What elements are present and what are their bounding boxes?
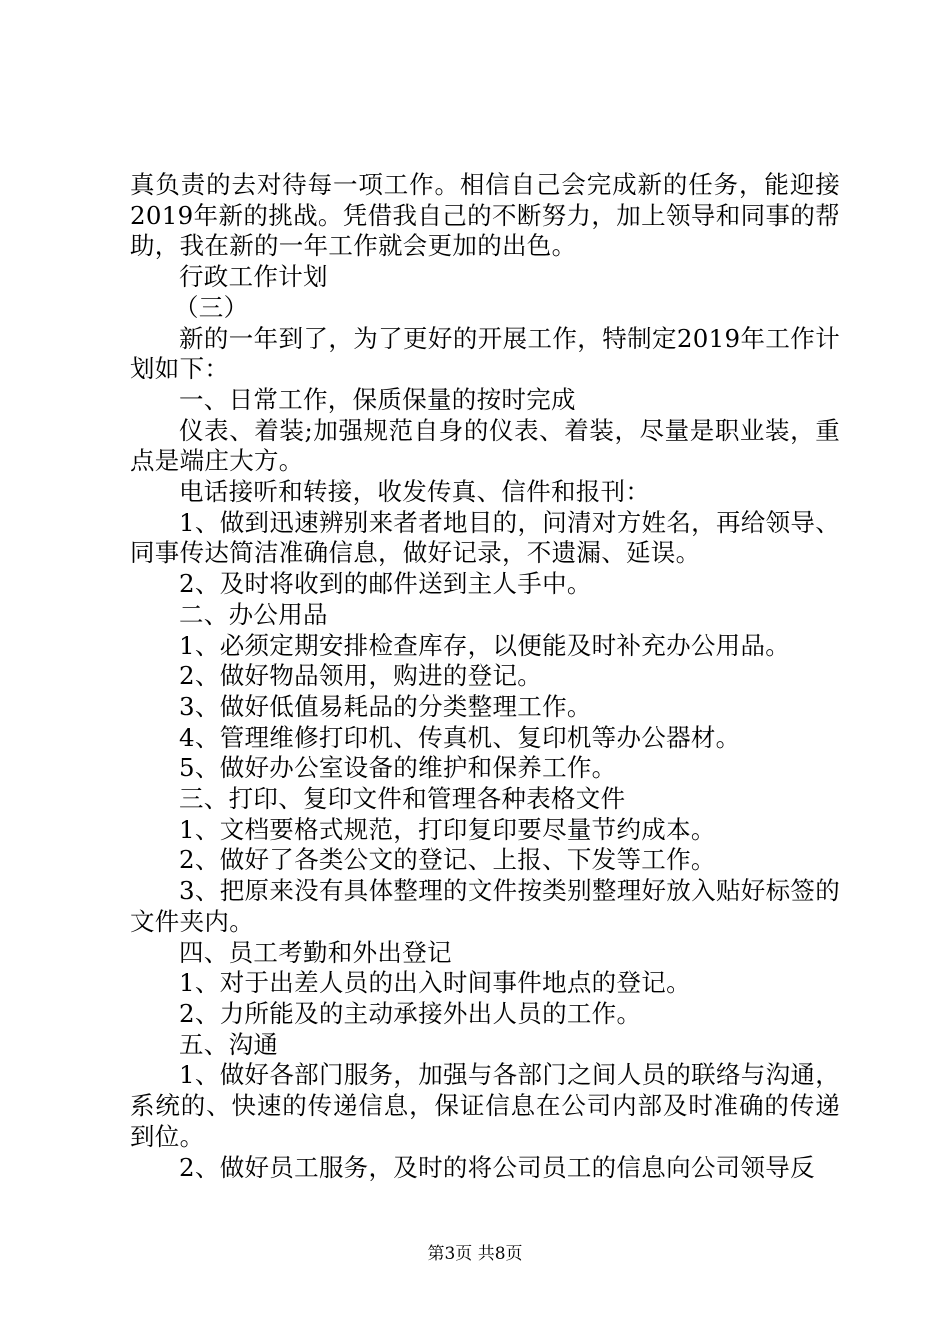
list-item: 2、做好员工服务，及时的将公司员工的信息向公司领导反 <box>179 1152 815 1182</box>
list-item: 1、文档要格式规范，打印复印要尽量节约成本。 <box>179 814 716 844</box>
list-item: 3、做好低值易耗品的分类整理工作。 <box>179 691 592 721</box>
list-item: 1、对于出差人员的出入时间事件地点的登记。 <box>179 968 691 998</box>
page-number-label: 第3页 共8页 <box>427 1244 523 1264</box>
list-item: 2、力所能及的主动承接外出人员的工作。 <box>179 998 642 1028</box>
list-item: 5、做好办公室设备的维护和保养工作。 <box>179 753 617 783</box>
paragraph-appearance: 仪表、着装;加强规范自身的仪表、着装，尽量是职业装，重点是端庄大方。 <box>130 415 840 476</box>
list-item: 2、做好了各类公文的登记、上报、下发等工作。 <box>179 845 716 875</box>
heading-attendance: 四、员工考勤和外出登记 <box>179 937 452 967</box>
list-item: 4、管理维修打印机、传真机、复印机等办公器材。 <box>179 722 741 752</box>
heading-communication: 五、沟通 <box>179 1029 279 1059</box>
heading-printing: 三、打印、复印文件和管理各种表格文件 <box>179 784 626 814</box>
page-footer <box>0 1243 950 1265</box>
section-title: 行政工作计划 <box>179 262 328 292</box>
heading-daily-work: 一、日常工作，保质保量的按时完成 <box>179 384 576 414</box>
list-item: 2、做好物品领用，购进的登记。 <box>179 661 543 691</box>
intro-paragraph: 新的一年到了，为了更好的开展工作，特制定2019年工作计划如下： <box>130 323 840 384</box>
paragraph-continuation: 真负责的去对待每一项工作。相信自己会完成新的任务，能迎接2019年新的挑战。凭借我自己的不断努力，加上领导和同事的帮助，我在新的一年工作就会更加的出色。 <box>130 170 840 261</box>
list-item: 1、必须定期安排检查库存，以便能及时补充办公用品。 <box>179 630 791 660</box>
list-item: 1、做好各部门服务，加强与各部门之间人员的联络与沟通，系统的、快速的传递信息，保证信息在公司内部及时准确的传递到位。 <box>130 1060 840 1151</box>
list-item: 2、及时将收到的邮件送到主人手中。 <box>179 569 592 599</box>
heading-office-supplies: 二、办公用品 <box>179 599 328 629</box>
document-body <box>130 170 840 1183</box>
section-number: （三） <box>174 292 249 322</box>
list-item: 1、做到迅速辨别来者者地目的，问清对方姓名，再给领导、同事传达简洁准确信息，做好记录，不遗漏、延误。 <box>130 507 840 568</box>
list-item: 3、把原来没有具体整理的文件按类别整理好放入贴好标签的文件夹内。 <box>130 876 840 936</box>
paragraph-phone: 电话接听和转接，收发传真、信件和报刊： <box>179 477 651 507</box>
